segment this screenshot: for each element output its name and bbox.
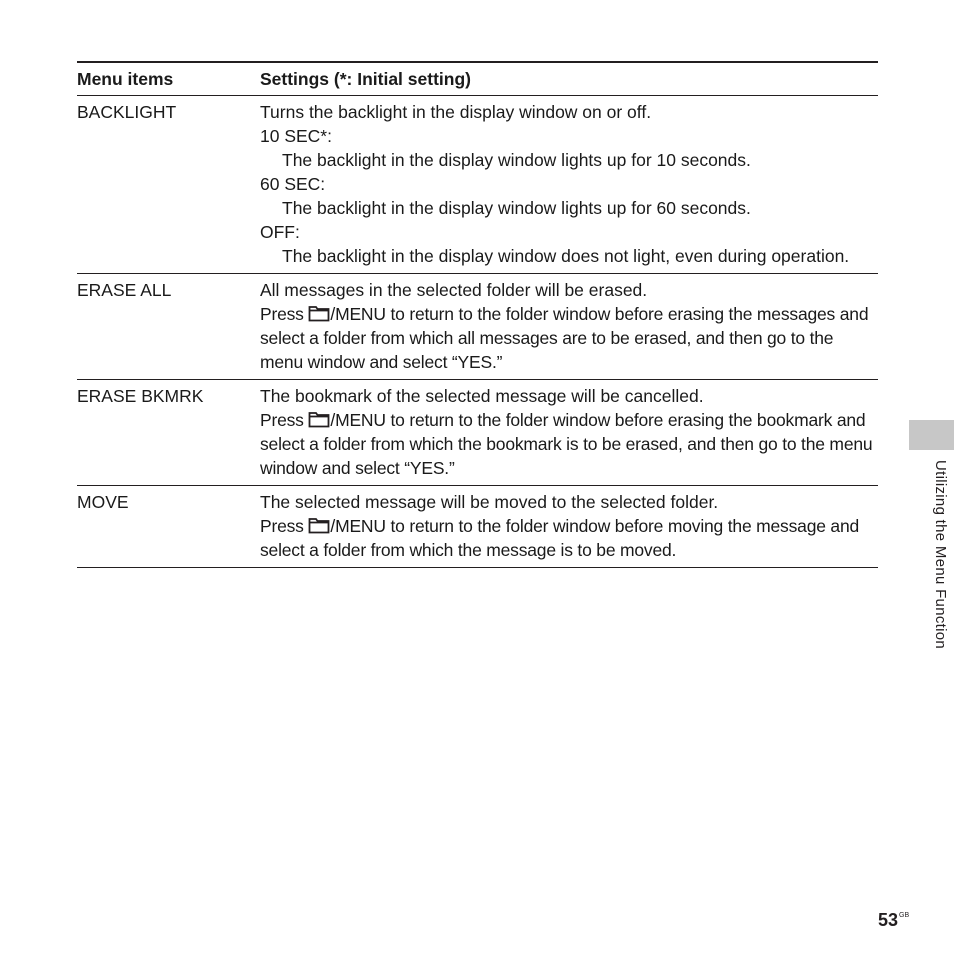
menu-item-name: ERASE ALL [77,280,172,300]
setting-description [260,514,878,562]
setting-description [260,408,878,480]
setting-description [260,302,878,374]
option-description: The backlight in the display window does not light, even during operation. [282,246,850,266]
table-row [77,486,878,568]
section-label: Utilizing the Menu Function [932,460,949,650]
page-number-value: 53 [878,910,899,930]
header-settings: Settings (*: Initial setting) [260,68,471,89]
folder-icon [308,304,330,321]
table-row [77,380,878,486]
text-after-icon: /MENU to return to the folder window before erasing the bookmark and select a folder from which the bookmark is to be erased, and then go to the menu window and select “YES.” [260,410,873,478]
text-after-icon: /MENU to return to the folder window before moving the message and select a folder from which the message is to be moved. [260,516,860,560]
menu-item-settings [260,278,878,374]
option-label: 10 SEC*: [260,126,332,146]
table-header [77,63,878,96]
page-number [878,910,909,931]
folder-icon [308,516,330,533]
option-label: 60 SEC: [260,174,326,194]
option-description: The backlight in the display window lights up for 60 seconds. [282,198,751,218]
setting-lead: The selected message will be moved to the selected folder. [260,492,719,512]
option-label: OFF: [260,222,300,242]
text-before-icon: Press [260,410,309,430]
menu-item-settings [260,100,878,268]
page-number-suffix: GB [899,912,910,919]
menu-item-settings [260,384,878,480]
setting-lead: All messages in the selected folder will be erased. [260,280,648,300]
menu-item-name: ERASE BKMRK [77,386,204,406]
text-before-icon: Press [260,304,309,324]
menu-item-name: BACKLIGHT [77,102,177,122]
menu-item-name: MOVE [77,492,129,512]
menu-item-settings [260,490,878,562]
option-description: The backlight in the display window lights up for 10 seconds. [282,150,751,170]
folder-icon [308,410,330,427]
section-tab-marker [909,420,954,450]
text-before-icon: Press [260,516,309,536]
settings-table [77,61,878,568]
text-after-icon: /MENU to return to the folder window before erasing the messages and select a folder from which all messages are to be erased, and then go to the menu window and select “YES.” [260,304,869,372]
setting-lead: Turns the backlight in the display window on or off. [260,102,652,122]
table-row [77,96,878,274]
setting-lead: The bookmark of the selected message will be cancelled. [260,386,704,406]
header-menu-items: Menu items [77,68,174,89]
table-row [77,274,878,380]
